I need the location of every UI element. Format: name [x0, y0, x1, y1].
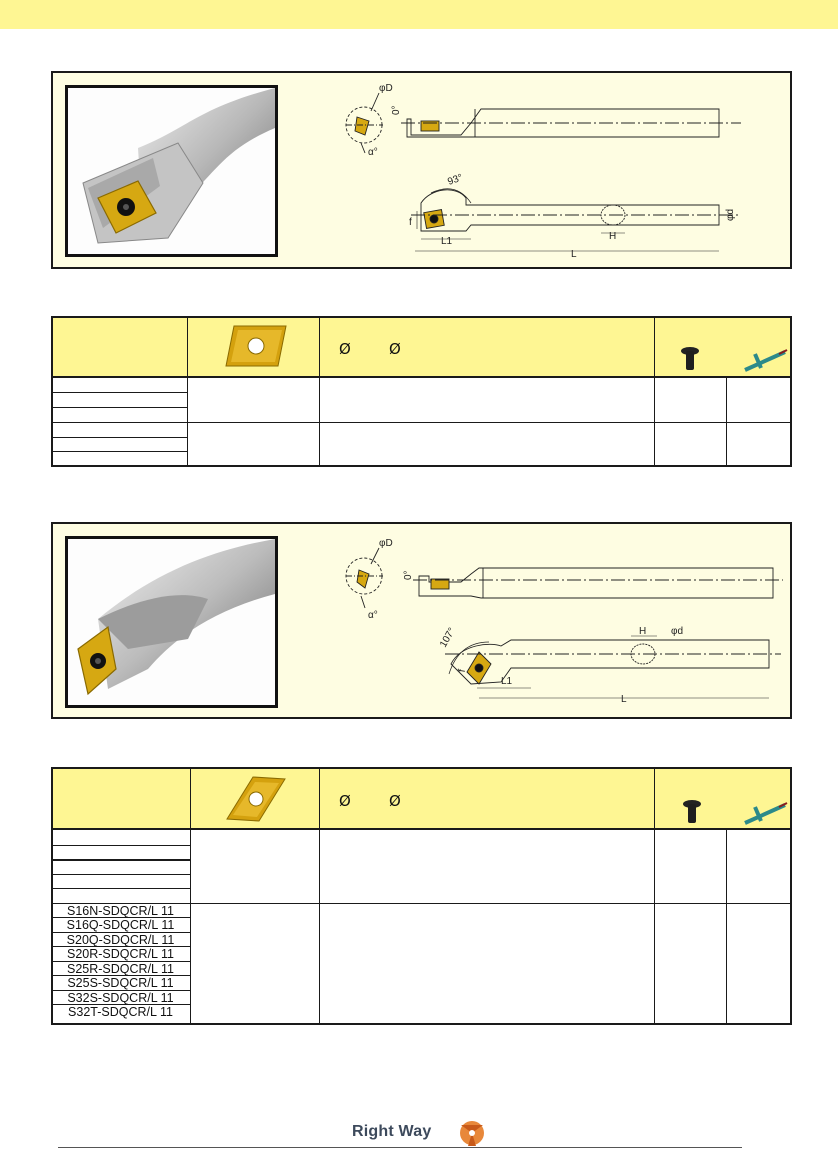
- label-dia-d: φd: [671, 626, 684, 637]
- phi-symbol: Ø: [339, 792, 351, 810]
- label-angle-107: 107°: [438, 626, 458, 650]
- brand-logo-icon: [457, 1119, 487, 1147]
- label-dia-D: φD: [379, 538, 393, 549]
- label-dia-D: φD: [379, 83, 393, 94]
- col-divider: [319, 769, 320, 1023]
- insert-cc-icon: [224, 322, 290, 370]
- insert-dc-icon: [223, 773, 289, 825]
- label-L1: L1: [501, 676, 513, 687]
- footer-divider: [58, 1147, 742, 1148]
- col-divider: [726, 830, 727, 1023]
- label-L: L: [571, 249, 577, 260]
- label-angle-93: 93°: [446, 172, 465, 188]
- label-L: L: [621, 694, 627, 705]
- row-line: [53, 407, 187, 408]
- label-L1: L1: [441, 236, 453, 247]
- label-alpha: α°: [368, 147, 378, 158]
- row-line: [53, 888, 190, 889]
- wrench-icon: [741, 348, 789, 374]
- row-line: [53, 422, 790, 423]
- row-line: [53, 845, 190, 846]
- label-angle-0: 0°: [391, 105, 402, 115]
- phi-symbol: Ø: [389, 340, 401, 358]
- table-row-model: S20Q-SDQCR/L 11: [66, 933, 175, 947]
- label-f: f: [409, 217, 412, 228]
- boring-bar-drawing-2: [321, 524, 791, 718]
- table-row-model: S32T-SDQCR/L 11: [68, 1005, 173, 1019]
- row-line: [53, 392, 187, 393]
- col-divider: [654, 318, 655, 465]
- screw-icon: [681, 799, 703, 825]
- table-row-model: S32S-SDQCR/L 11: [67, 991, 174, 1005]
- boring-bar-figure-2: [51, 522, 792, 719]
- brand-name: Right Way: [352, 1123, 432, 1140]
- wrench-icon: [741, 801, 789, 827]
- col-divider: [190, 769, 191, 1023]
- table-row-model: S25S-SDQCR/L 11: [67, 976, 174, 990]
- label-alpha: α°: [368, 610, 378, 621]
- boring-bar-drawing-1: [321, 73, 791, 267]
- table-row-model: S16Q-SDQCR/L 11: [66, 918, 175, 932]
- row-line: [53, 859, 190, 861]
- table-row-model: S16N-SDQCR/L 11: [67, 904, 174, 918]
- label-f: f: [456, 668, 469, 674]
- top-header-band: [0, 0, 838, 29]
- spec-table-1: [51, 316, 792, 467]
- boring-bar-figure-1: [51, 71, 792, 269]
- phi-symbol: Ø: [389, 792, 401, 810]
- label-dia-d: φd: [725, 208, 736, 221]
- boring-bar-photo: [65, 85, 278, 257]
- row-line: [53, 874, 190, 875]
- table-row-model: S25R-SDQCR/L 11: [67, 962, 174, 976]
- phi-symbol: Ø: [339, 340, 351, 358]
- col-divider: [187, 318, 188, 465]
- col-divider: [319, 318, 320, 465]
- table-row-model: S20R-SDQCR/L 11: [67, 947, 174, 961]
- spec-table-2: [51, 767, 792, 1025]
- screw-icon: [679, 346, 701, 372]
- row-line: [53, 451, 187, 452]
- label-H: H: [639, 626, 647, 637]
- table-header: [53, 769, 790, 830]
- label-H: H: [609, 231, 617, 242]
- boring-bar-photo: [65, 536, 278, 708]
- row-line: [53, 437, 187, 438]
- label-angle-0: 0°: [403, 570, 414, 580]
- col-divider: [654, 769, 655, 1023]
